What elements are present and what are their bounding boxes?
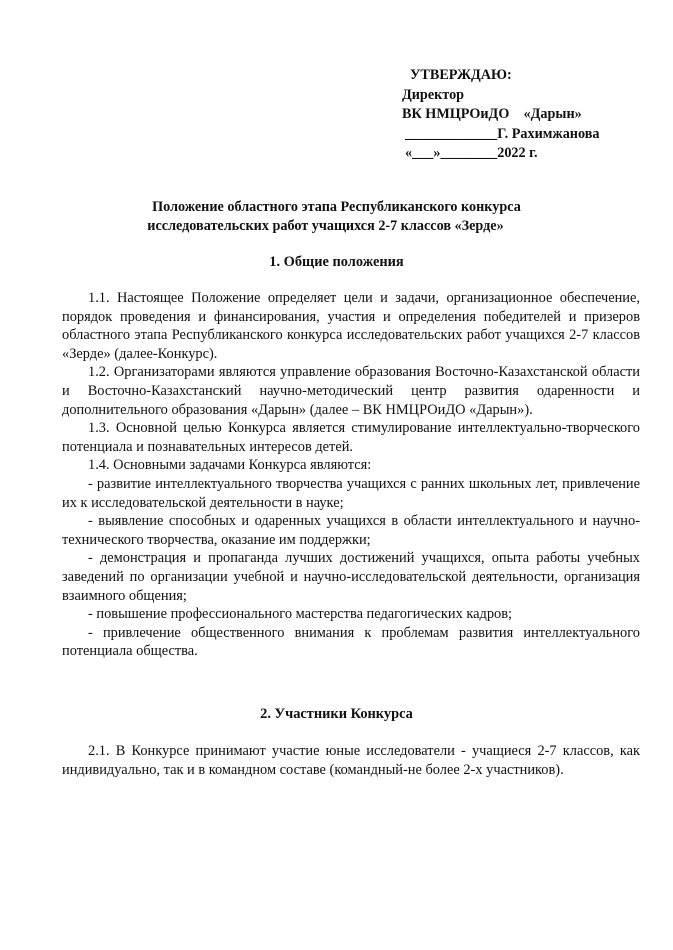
approval-organization: ВК НМЦРОиДО «Дарын» bbox=[402, 106, 582, 122]
paragraph-2-1: 2.1. В Конкурсе принимают участие юные исследователи - учащиеся 2-7 классов, как индивидуально, так и в командном составе (командный-не более 2-х участников). bbox=[62, 743, 640, 778]
paragraph-1-2: 1.2. Организаторами являются управление образования Восточно-Казахстанской области и Восточно-Казахстанский научно-методический центр развития одаренности и дополнительного образования «Дарын» (далее – ВК НМЦРОиДО «Дарын»). bbox=[62, 364, 640, 418]
section-1-body bbox=[62, 289, 640, 661]
section-2-heading: 2. Участники Конкурса bbox=[260, 706, 413, 722]
title-line-2: исследовательских работ учащихся 2-7 классов «Зерде» bbox=[147, 218, 504, 234]
approval-position: Директор bbox=[402, 86, 465, 103]
approval-date: «___»________2022 г. bbox=[405, 145, 538, 161]
approval-block bbox=[402, 66, 599, 164]
paragraph-1-4: 1.4. Основными задачами Конкурса являются: bbox=[88, 457, 372, 474]
task-item-1: - развитие интеллектуального творчества учащихся с ранних школьных лет, привлечение их к исследовательской деятельности в науке; bbox=[62, 475, 640, 511]
paragraph-1-1: 1.1. Настоящее Положение определяет цели и задачи, организационное обеспечение, порядок проведения и финансирования, участия и определения победителей и призеров областного этапа Республиканского конкурса исследовательских работ учащихся 2-7 классов «Зерде» (далее-Конкурс). bbox=[62, 290, 640, 362]
section-2-body bbox=[62, 742, 640, 779]
title-line-1: Положение областного этапа Республиканского конкурса bbox=[152, 199, 521, 215]
section-1-heading: 1. Общие положения bbox=[269, 254, 404, 270]
paragraph-1-3: 1.3. Основной целью Конкурса является стимулирование интеллектуально-творческого потенциала и познавательных интересов детей. bbox=[62, 420, 640, 455]
document-title bbox=[0, 198, 673, 236]
task-item-4: - повышение профессионального мастерства педагогических кадров; bbox=[88, 606, 513, 623]
task-item-5: - привлечение общественного внимания к проблемам развития интеллектуального потенциала общества. bbox=[62, 624, 640, 660]
task-item-2: - выявление способных и одаренных учащихся в области интеллектуального и научно-технического творчества, оказание им поддержки; bbox=[62, 513, 640, 548]
task-item-3: - демонстрация и пропаганда лучших достижений учащихся, опыта работы учебных заведений по организации учебной и научно-исследовательской деятельности, организация взаимного общения; bbox=[62, 550, 640, 604]
approval-heading: УТВЕРЖДАЮ: bbox=[410, 67, 512, 83]
approval-signature: _____________Г. Рахимжанова bbox=[405, 125, 600, 142]
